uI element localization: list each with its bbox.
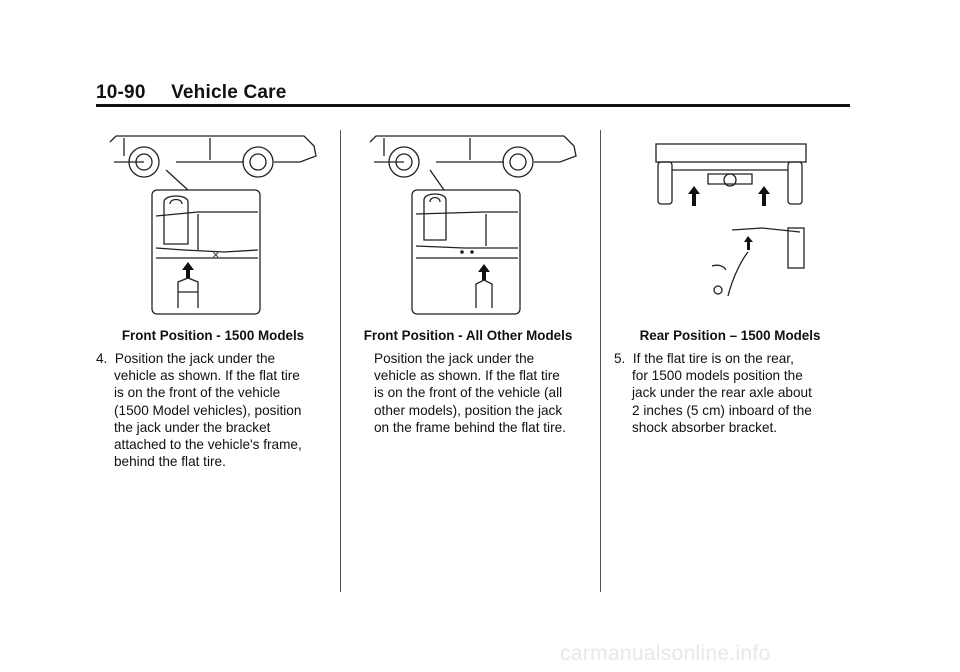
page-number: 10-90 (96, 82, 146, 103)
paragraph-line: the jack under the bracket (114, 419, 271, 435)
figure-caption: Front Position - 1500 Models (121, 328, 305, 343)
step-4-paragraph (96, 350, 352, 470)
paragraph-line: is on the front of the vehicle (all (374, 385, 563, 401)
page-header (96, 82, 287, 104)
paragraph-line: for 1500 models position the (632, 368, 803, 384)
step-5-paragraph (614, 350, 870, 436)
site-watermark: carmanualsonline.info (560, 642, 771, 665)
paragraph-line: other models), position the jack (374, 402, 563, 418)
paragraph-line: attached to the vehicle's frame, (114, 437, 302, 453)
step-number: 5. (614, 351, 626, 366)
paragraph-line: If the flat tire is on the rear, (632, 351, 794, 366)
figure-caption: Rear Position – 1500 Models (639, 328, 821, 343)
all-other-models-paragraph (374, 350, 594, 436)
paragraph-line: vehicle as shown. If the flat tire (374, 368, 560, 384)
paragraph-line: (1500 Model vehicles), position (114, 402, 302, 418)
column-divider (600, 130, 601, 592)
paragraph-line: Position the jack under the (114, 351, 276, 366)
paragraph-line: is on the front of the vehicle (114, 385, 281, 401)
paragraph-line: behind the flat tire. (114, 454, 226, 470)
front-1500-figure (104, 132, 326, 316)
svg-text:✕: ✕ (212, 250, 220, 260)
figure-caption: Front Position - All Other Models (363, 328, 573, 343)
section-title: Vehicle Care (171, 82, 287, 103)
paragraph-line: on the frame behind the flat tire. (374, 419, 566, 435)
front-other-figure (364, 132, 586, 316)
paragraph-line: jack under the rear axle about (632, 385, 812, 401)
paragraph-line: shock absorber bracket. (632, 419, 778, 435)
step-number: 4. (96, 351, 108, 366)
rear-1500-figure (652, 140, 812, 310)
paragraph-line: vehicle as shown. If the flat tire (114, 368, 300, 384)
paragraph-line: Position the jack under the (374, 351, 535, 366)
header-rule (96, 104, 850, 107)
paragraph-line: 2 inches (5 cm) inboard of the (632, 402, 812, 418)
